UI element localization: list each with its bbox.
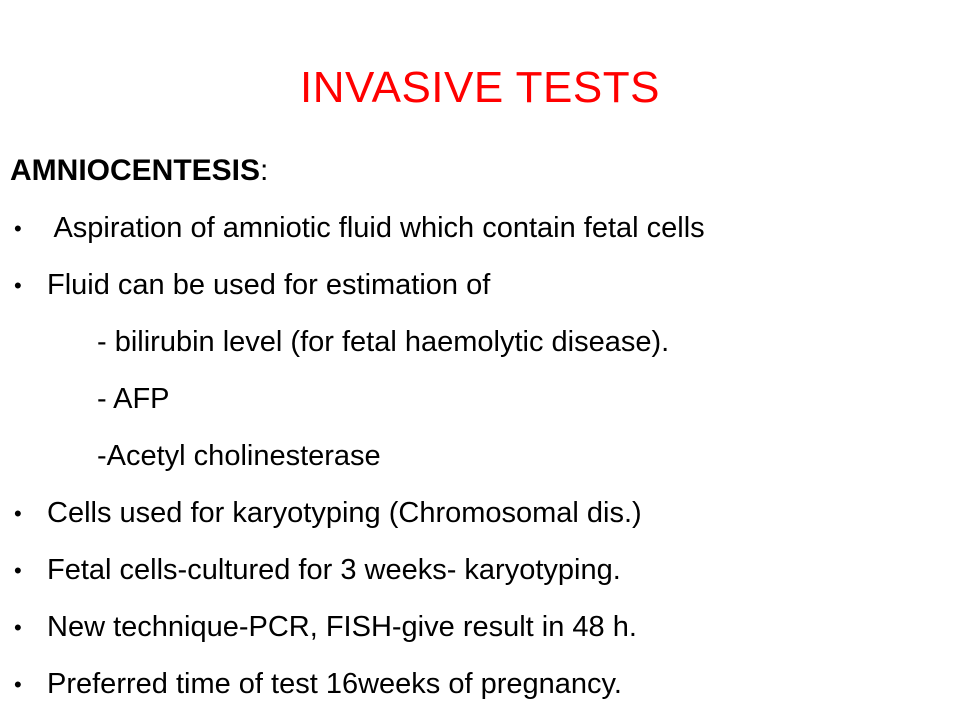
- bullet-item-fluid-estimation: [10, 257, 955, 314]
- bullet-text: Fetal cells-cultured for 3 weeks- karyotyping.: [47, 554, 621, 586]
- bullet-icon: •: [14, 501, 22, 526]
- sub-item-afp: - AFP: [97, 383, 170, 415]
- bullet-text: Aspiration of amniotic fluid which contain fetal cells: [47, 212, 705, 244]
- bullet-text: New technique-PCR, FISH-give result in 48 h.: [47, 611, 637, 643]
- slide-title: INVASIVE TESTS: [300, 63, 660, 112]
- sub-item-acetyl-cholinesterase: -Acetyl cholinesterase: [97, 440, 381, 472]
- bullet-item-new-technique: [10, 599, 955, 656]
- slide-content: [10, 142, 955, 713]
- bullet-text: Fluid can be used for estimation of: [47, 269, 491, 301]
- bullet-icon: •: [14, 672, 22, 697]
- sub-item-bilirubin: - bilirubin level (for fetal haemolytic disease).: [97, 326, 670, 358]
- section-heading: [10, 142, 955, 200]
- bullet-item-preferred-time: [10, 656, 955, 713]
- bullet-icon: •: [14, 216, 22, 241]
- section-heading-colon: :: [260, 154, 269, 187]
- bullet-text: Cells used for karyotyping (Chromosomal dis.): [47, 497, 642, 529]
- bullet-icon: •: [14, 558, 22, 583]
- bullet-icon: •: [14, 273, 22, 298]
- bullet-item-fetal-cells-cultured: [10, 542, 955, 599]
- section-heading-label: AMNIOCENTESIS: [10, 154, 261, 187]
- bullet-text: Preferred time of test 16weeks of pregnancy.: [47, 668, 622, 700]
- bullet-icon: •: [14, 615, 22, 640]
- bullet-item-aspiration: [10, 200, 955, 257]
- bullet-item-karyotyping: [10, 485, 955, 542]
